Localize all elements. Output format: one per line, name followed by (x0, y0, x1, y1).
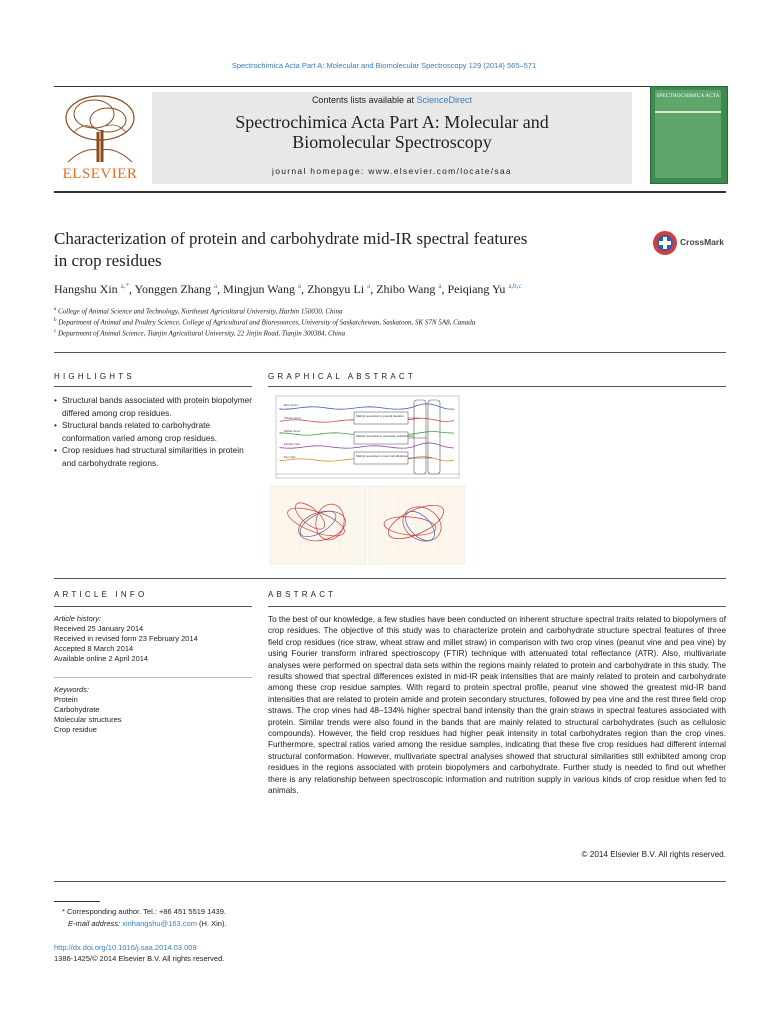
journal-reference[interactable]: Spectrochimica Acta Part A: Molecular and Biomolecular Spectroscopy 129 (2014) 565–571 (231, 61, 537, 70)
crossmark-label: CrossMark (680, 237, 724, 247)
publisher-name: ELSEVIER (62, 166, 138, 182)
author[interactable]: Peiqiang Yu $^{a,b,c}$ (447, 282, 522, 296)
author-list: Hangshu Xin $^{a,*}$, Yonggen Zhang $^a$, Mingjun Wang $^a$, Zhongyu Li $^a$, Zhibo Wang $^a$, Peiqiang Yu $^{a,b,c}$ (54, 282, 522, 296)
footnote-rule (54, 901, 100, 902)
annotation-text: Mainly associated to structural carbohydrates (356, 434, 414, 438)
keywords (54, 685, 254, 735)
annotation-text: Mainly associated to total carbohydrates (356, 454, 408, 458)
author[interactable]: Hangshu Xin $^{a,*}$ (54, 282, 130, 296)
abstract-heading: ABSTRACT (268, 590, 337, 599)
author[interactable]: Mingjun Wang $^a$ (223, 282, 302, 296)
keyword: Molecular structures (54, 715, 122, 724)
article-info-heading: ARTICLE INFO (54, 590, 148, 599)
spectrum-label: Millet straw (284, 429, 301, 433)
affiliation: $^a$ College of Animal Science and Technology, Northeast Agricultural University, Harbin 150030, China (54, 307, 343, 316)
graphical-abstract-figure (270, 394, 465, 566)
history-item: Received 25 January 2014 (54, 624, 144, 633)
author[interactable]: Yonggen Zhang $^a$ (134, 282, 218, 296)
annotation-text: Mainly associated to protein moieties (356, 414, 404, 418)
header-bottom-rule (54, 191, 726, 193)
issn-line: 1386-1425/© 2014 Elsevier B.V. All rights reserved. (54, 954, 225, 963)
journal-title (152, 112, 632, 152)
spectrum-label: Peanut vine (284, 442, 300, 446)
keyword: Carbohydrate (54, 705, 100, 714)
article-info-rule (54, 606, 252, 607)
section-rule (54, 578, 726, 579)
article-history (54, 614, 254, 664)
keyword: Protein (54, 695, 78, 704)
abstract-rule (268, 606, 726, 607)
keywords-rule (54, 677, 252, 678)
history-item: Available online 2 April 2014 (54, 654, 149, 663)
journal-cover-image (650, 86, 728, 184)
highlight-item: • Structural bands related to carbohydrate conformation varied among crop residues. (54, 419, 254, 444)
email-link[interactable]: xinhangshu@163.com (122, 919, 197, 928)
crossmark-badge[interactable] (652, 230, 732, 256)
cover-title: SPECTROCHIMICA ACTA (656, 93, 720, 99)
author[interactable]: Zhongyu Li $^a$ (307, 282, 371, 296)
highlights-rule (54, 386, 252, 387)
keywords-label: Keywords: (54, 685, 90, 694)
highlights-heading: HIGHLIGHTS (54, 372, 135, 381)
history-item: Accepted 8 March 2014 (54, 644, 134, 653)
crossmark-icon (652, 230, 678, 256)
highlights-list (54, 394, 254, 469)
copyright: © 2014 Elsevier B.V. All rights reserved. (581, 850, 726, 859)
history-item: Received in revised form 23 February 2014 (54, 634, 198, 643)
doi-link[interactable]: http://dx.doi.org/10.1016/j.saa.2014.03.009 (54, 943, 197, 952)
author[interactable]: Zhibo Wang $^a$ (376, 282, 442, 296)
email-suffix: (H. Xin). (199, 919, 227, 928)
article-history-label: Article history: (54, 614, 102, 623)
highlight-item: • Structural bands associated with protein biopolymer differed among crop residues. (54, 394, 254, 419)
email-label: E-mail address: (68, 919, 121, 928)
section-rule (54, 881, 726, 882)
section-rule (54, 352, 726, 353)
affiliation: $^c$ Department of Animal Science, Tianjin Agricultural University, 22 Jinjin Road, Tianjin 300384, China (54, 329, 346, 338)
graphical-abstract-rule (268, 386, 726, 387)
article-title-line-2: in crop residues (54, 251, 162, 270)
journal-homepage[interactable]: journal homepage: www.elsevier.com/locate/saa (272, 166, 512, 176)
abstract-body: To the best of our knowledge, a few studies have been conducted on inherent structure spectral traits related to biopolymers of crop residues. The objective of this study was to characterize protein and carbohydrate structure spectral features of three field crop residues (rice straw, wheat straw and millet straw) in comparison with two crop vines (peanut vine and pea vine) by using Fourier transform infrared spectroscopy (FTIR) technique with attenuated total reflectance (ATR). Also, multivariate analyses were performed on spectral data sets within the regions mainly related to protein and carbohydrate in this study. The results showed that spectral differences existed in mid-IR peak intensities that are mainly related to protein and carbohydrate among these crop residue samples. With regard to protein spectral profile, peanut vine showed the greatest mid-IR band intensities that are related to protein amide and protein secondary structures, followed by pea vine and the rest three field crop straws. The crop vines had 48–134% higher spectral band intensity than the grain straws in spectral features associated with protein. Similar trends were also found in the bands that are mainly related to structural carbohydrates (such as cellulosic compounds). However, the field crop residues had higher peak intensity in total carbohydrates region than the crop vines. Furthermore, spectral ratios varied among the residue samples, indicating that these five crop residues had different internal structural conformation. However, multivariate spectral analyses showed that structural similarities still exhibited among crop residues in the regions associated with protein biopolymers and carbohydrate. Further study is needed to find out whether there is any relationship between spectroscopic information and nutrition supply in various kinds of crop residue when fed to animals. (268, 615, 726, 796)
contents-prefix: Contents lists available at (311, 95, 414, 105)
contents-availability (152, 95, 632, 105)
article-title-line-1: Characterization of protein and carbohydrate mid-IR spectral features (54, 229, 528, 248)
spectrum-label: Rice straw (284, 403, 299, 407)
header-top-rule (54, 86, 726, 87)
sciencedirect-link[interactable]: ScienceDirect (416, 95, 473, 105)
highlight-item: • Crop residues had structural similarities in protein and carbohydrate regions. (54, 444, 254, 469)
affiliation: $^b$ Department of Animal and Poultry Science, College of Agricultural and Bioresources, University of Saskatchewan, Saskatoon, SK S7N 5A8, Canada (54, 318, 476, 327)
corresponding-author: * Corresponding author. Tel.: +86 451 5519 1439. (62, 907, 226, 916)
spectrum-label: Pea vine (284, 455, 296, 459)
keyword: Crop residue (54, 725, 97, 734)
spectrum-label: Wheat straw (284, 416, 302, 420)
journal-title-line-1: Spectrochimica Acta Part A: Molecular and (235, 112, 549, 132)
journal-title-line-2: Biomolecular Spectroscopy (292, 132, 492, 152)
article-title (54, 228, 634, 272)
email-line (68, 918, 368, 929)
graphical-abstract-heading: GRAPHICAL ABSTRACT (268, 372, 416, 381)
